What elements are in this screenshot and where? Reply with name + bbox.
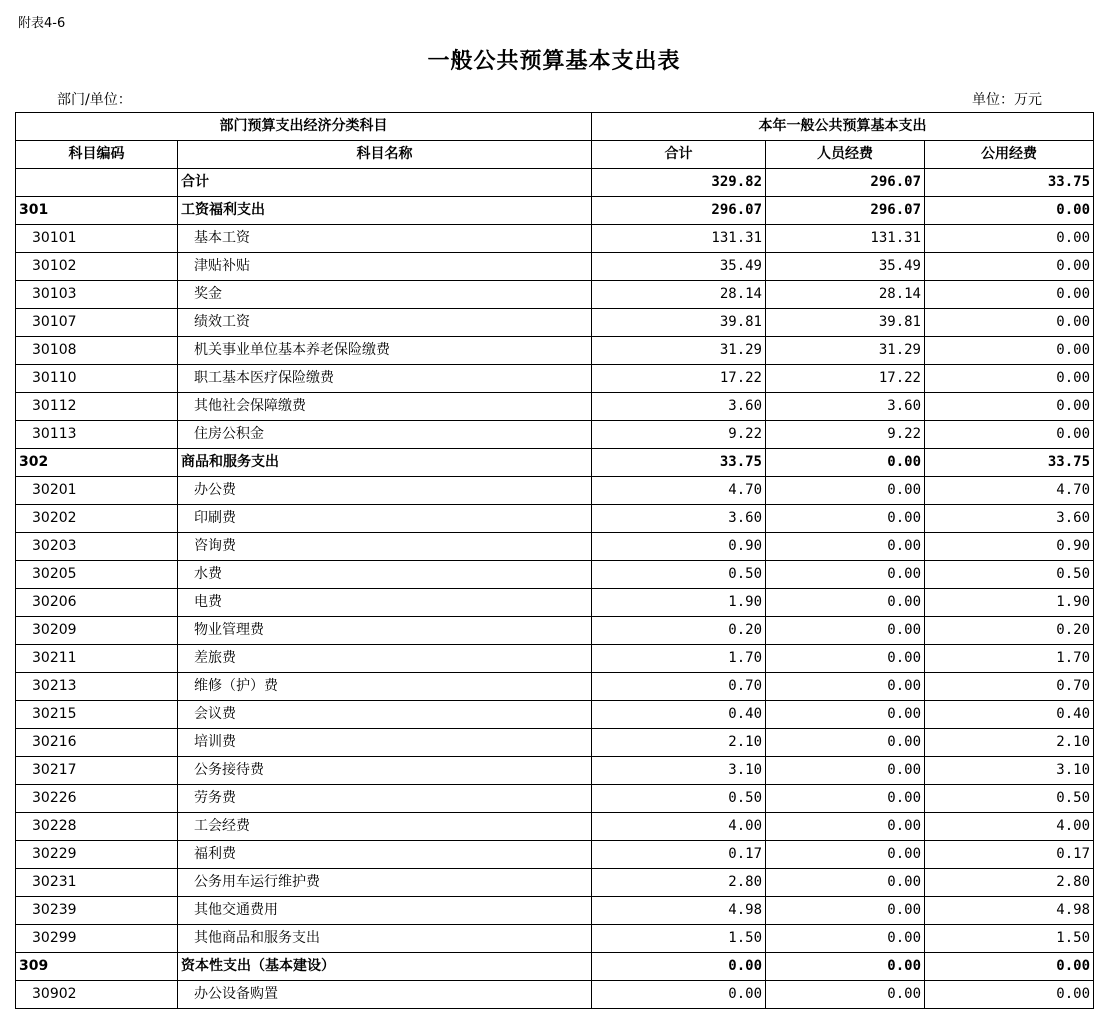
total-code-cell xyxy=(16,169,178,197)
personnel-cell: 31.29 xyxy=(766,337,925,365)
public-cell: 0.00 xyxy=(925,309,1094,337)
public-cell: 0.00 xyxy=(925,365,1094,393)
code-cell: 30107 xyxy=(16,309,178,337)
column-header-total: 合计 xyxy=(592,141,766,169)
code-cell: 30213 xyxy=(16,673,178,701)
name-cell: 物业管理费 xyxy=(178,617,592,645)
personnel-cell: 0.00 xyxy=(766,729,925,757)
public-cell: 1.70 xyxy=(925,645,1094,673)
name-cell: 公务接待费 xyxy=(178,757,592,785)
public-cell: 4.98 xyxy=(925,897,1094,925)
table-row xyxy=(16,925,1094,953)
name-cell: 绩效工资 xyxy=(178,309,592,337)
code-cell: 30226 xyxy=(16,785,178,813)
code-cell: 30108 xyxy=(16,337,178,365)
public-cell: 0.00 xyxy=(925,253,1094,281)
table-row xyxy=(16,673,1094,701)
code-cell: 30101 xyxy=(16,225,178,253)
public-cell: 0.00 xyxy=(925,337,1094,365)
name-cell: 工资福利支出 xyxy=(178,197,592,225)
name-cell: 咨询费 xyxy=(178,533,592,561)
public-cell: 0.50 xyxy=(925,561,1094,589)
personnel-cell: 0.00 xyxy=(766,701,925,729)
total-cell: 0.50 xyxy=(592,785,766,813)
personnel-cell: 0.00 xyxy=(766,757,925,785)
name-cell: 福利费 xyxy=(178,841,592,869)
table-row xyxy=(16,533,1094,561)
personnel-cell: 0.00 xyxy=(766,813,925,841)
name-cell: 劳务费 xyxy=(178,785,592,813)
total-cell: 0.00 xyxy=(592,981,766,1009)
code-cell: 30228 xyxy=(16,813,178,841)
table-row xyxy=(16,813,1094,841)
total-cell: 4.70 xyxy=(592,477,766,505)
personnel-cell: 3.60 xyxy=(766,393,925,421)
name-cell: 其他社会保障缴费 xyxy=(178,393,592,421)
code-cell: 301 xyxy=(16,197,178,225)
personnel-cell: 0.00 xyxy=(766,533,925,561)
code-cell: 30201 xyxy=(16,477,178,505)
personnel-cell: 0.00 xyxy=(766,617,925,645)
table-row xyxy=(16,225,1094,253)
total-name-cell: 合计 xyxy=(178,169,592,197)
personnel-cell: 39.81 xyxy=(766,309,925,337)
public-cell: 4.00 xyxy=(925,813,1094,841)
code-cell: 30231 xyxy=(16,869,178,897)
public-cell: 2.80 xyxy=(925,869,1094,897)
personnel-cell: 0.00 xyxy=(766,477,925,505)
code-cell: 30217 xyxy=(16,757,178,785)
code-cell: 30239 xyxy=(16,897,178,925)
table-row xyxy=(16,253,1094,281)
section-row xyxy=(16,449,1094,477)
department-label: 部门/单位： xyxy=(57,92,132,108)
name-cell: 住房公积金 xyxy=(178,421,592,449)
table-row xyxy=(16,505,1094,533)
name-cell: 奖金 xyxy=(178,281,592,309)
public-cell: 0.70 xyxy=(925,673,1094,701)
table-row xyxy=(16,729,1094,757)
total-cell: 1.50 xyxy=(592,925,766,953)
name-cell: 基本工资 xyxy=(178,225,592,253)
column-header-public: 公用经费 xyxy=(925,141,1094,169)
total-cell: 0.70 xyxy=(592,673,766,701)
table-row xyxy=(16,701,1094,729)
section-row xyxy=(16,953,1094,981)
name-cell: 津贴补贴 xyxy=(178,253,592,281)
table-row xyxy=(16,645,1094,673)
personnel-cell: 0.00 xyxy=(766,645,925,673)
name-cell: 电费 xyxy=(178,589,592,617)
table-row xyxy=(16,393,1094,421)
public-cell: 0.00 xyxy=(925,281,1094,309)
public-cell: 3.10 xyxy=(925,757,1094,785)
personnel-cell: 0.00 xyxy=(766,897,925,925)
table-row xyxy=(16,281,1094,309)
name-cell: 工会经费 xyxy=(178,813,592,841)
total-cell: 1.70 xyxy=(592,645,766,673)
personnel-cell: 35.49 xyxy=(766,253,925,281)
name-cell: 其他交通费用 xyxy=(178,897,592,925)
section-row xyxy=(16,197,1094,225)
public-cell: 0.00 xyxy=(925,981,1094,1009)
table-row xyxy=(16,309,1094,337)
table-row xyxy=(16,841,1094,869)
personnel-cell: 0.00 xyxy=(766,869,925,897)
name-cell: 办公设备购置 xyxy=(178,981,592,1009)
code-cell: 30229 xyxy=(16,841,178,869)
total-total-cell: 329.82 xyxy=(592,169,766,197)
code-cell: 30103 xyxy=(16,281,178,309)
total-cell: 0.17 xyxy=(592,841,766,869)
total-cell: 0.00 xyxy=(592,953,766,981)
personnel-cell: 0.00 xyxy=(766,981,925,1009)
group-header-row xyxy=(16,113,1094,141)
personnel-cell: 17.22 xyxy=(766,365,925,393)
total-cell: 28.14 xyxy=(592,281,766,309)
code-cell: 30205 xyxy=(16,561,178,589)
group-header-left: 部门预算支出经济分类科目 xyxy=(16,113,592,141)
personnel-cell: 296.07 xyxy=(766,197,925,225)
code-cell: 30112 xyxy=(16,393,178,421)
total-cell: 3.60 xyxy=(592,505,766,533)
public-cell: 0.00 xyxy=(925,393,1094,421)
unit-label: 单位：万元 xyxy=(972,92,1042,108)
personnel-cell: 0.00 xyxy=(766,785,925,813)
total-cell: 0.20 xyxy=(592,617,766,645)
column-header-personnel: 人员经费 xyxy=(766,141,925,169)
total-cell: 9.22 xyxy=(592,421,766,449)
code-cell: 30299 xyxy=(16,925,178,953)
total-cell: 4.98 xyxy=(592,897,766,925)
code-cell: 30215 xyxy=(16,701,178,729)
personnel-cell: 0.00 xyxy=(766,589,925,617)
personnel-cell: 28.14 xyxy=(766,281,925,309)
code-cell: 30113 xyxy=(16,421,178,449)
column-header-row xyxy=(16,141,1094,169)
personnel-cell: 0.00 xyxy=(766,673,925,701)
total-row xyxy=(16,169,1094,197)
name-cell: 资本性支出（基本建设） xyxy=(178,953,592,981)
public-cell: 2.10 xyxy=(925,729,1094,757)
table-row xyxy=(16,561,1094,589)
name-cell: 机关事业单位基本养老保险缴费 xyxy=(178,337,592,365)
public-cell: 0.20 xyxy=(925,617,1094,645)
total-cell: 2.80 xyxy=(592,869,766,897)
code-cell: 30203 xyxy=(16,533,178,561)
personnel-cell: 0.00 xyxy=(766,841,925,869)
public-cell: 0.00 xyxy=(925,421,1094,449)
public-cell: 0.00 xyxy=(925,225,1094,253)
total-cell: 31.29 xyxy=(592,337,766,365)
total-cell: 131.31 xyxy=(592,225,766,253)
table-row xyxy=(16,785,1094,813)
table-row xyxy=(16,589,1094,617)
name-cell: 印刷费 xyxy=(178,505,592,533)
table-row xyxy=(16,421,1094,449)
public-cell: 0.40 xyxy=(925,701,1094,729)
table-row xyxy=(16,477,1094,505)
name-cell: 会议费 xyxy=(178,701,592,729)
group-header-right: 本年一般公共预算基本支出 xyxy=(592,113,1094,141)
column-header-name: 科目名称 xyxy=(178,141,592,169)
code-cell: 30102 xyxy=(16,253,178,281)
total-public-cell: 33.75 xyxy=(925,169,1094,197)
total-cell: 2.10 xyxy=(592,729,766,757)
code-cell: 30902 xyxy=(16,981,178,1009)
public-cell: 0.17 xyxy=(925,841,1094,869)
total-cell: 35.49 xyxy=(592,253,766,281)
total-cell: 17.22 xyxy=(592,365,766,393)
table-row xyxy=(16,869,1094,897)
code-cell: 309 xyxy=(16,953,178,981)
total-personnel-cell: 296.07 xyxy=(766,169,925,197)
name-cell: 差旅费 xyxy=(178,645,592,673)
public-cell: 3.60 xyxy=(925,505,1094,533)
public-cell: 1.90 xyxy=(925,589,1094,617)
total-cell: 296.07 xyxy=(592,197,766,225)
total-cell: 0.40 xyxy=(592,701,766,729)
code-cell: 30216 xyxy=(16,729,178,757)
total-cell: 33.75 xyxy=(592,449,766,477)
personnel-cell: 0.00 xyxy=(766,561,925,589)
table-row xyxy=(16,897,1094,925)
personnel-cell: 131.31 xyxy=(766,225,925,253)
name-cell: 公务用车运行维护费 xyxy=(178,869,592,897)
name-cell: 水费 xyxy=(178,561,592,589)
total-cell: 1.90 xyxy=(592,589,766,617)
budget-table xyxy=(15,112,1094,1009)
appendix-label: 附表4-6 xyxy=(18,16,66,31)
personnel-cell: 0.00 xyxy=(766,953,925,981)
table-row xyxy=(16,757,1094,785)
column-header-code: 科目编码 xyxy=(16,141,178,169)
public-cell: 4.70 xyxy=(925,477,1094,505)
table-row xyxy=(16,365,1094,393)
total-cell: 4.00 xyxy=(592,813,766,841)
name-cell: 职工基本医疗保险缴费 xyxy=(178,365,592,393)
table-row xyxy=(16,617,1094,645)
table-row xyxy=(16,981,1094,1009)
personnel-cell: 0.00 xyxy=(766,449,925,477)
total-cell: 0.50 xyxy=(592,561,766,589)
personnel-cell: 9.22 xyxy=(766,421,925,449)
code-cell: 30110 xyxy=(16,365,178,393)
code-cell: 30206 xyxy=(16,589,178,617)
table-row xyxy=(16,337,1094,365)
public-cell: 0.00 xyxy=(925,953,1094,981)
public-cell: 33.75 xyxy=(925,449,1094,477)
total-cell: 39.81 xyxy=(592,309,766,337)
personnel-cell: 0.00 xyxy=(766,925,925,953)
total-cell: 3.60 xyxy=(592,393,766,421)
code-cell: 30202 xyxy=(16,505,178,533)
name-cell: 商品和服务支出 xyxy=(178,449,592,477)
page-title: 一般公共预算基本支出表 xyxy=(427,49,681,74)
total-cell: 0.90 xyxy=(592,533,766,561)
total-cell: 3.10 xyxy=(592,757,766,785)
name-cell: 办公费 xyxy=(178,477,592,505)
code-cell: 30211 xyxy=(16,645,178,673)
name-cell: 其他商品和服务支出 xyxy=(178,925,592,953)
public-cell: 0.50 xyxy=(925,785,1094,813)
public-cell: 0.90 xyxy=(925,533,1094,561)
code-cell: 30209 xyxy=(16,617,178,645)
name-cell: 维修（护）费 xyxy=(178,673,592,701)
name-cell: 培训费 xyxy=(178,729,592,757)
public-cell: 0.00 xyxy=(925,197,1094,225)
code-cell: 302 xyxy=(16,449,178,477)
personnel-cell: 0.00 xyxy=(766,505,925,533)
public-cell: 1.50 xyxy=(925,925,1094,953)
